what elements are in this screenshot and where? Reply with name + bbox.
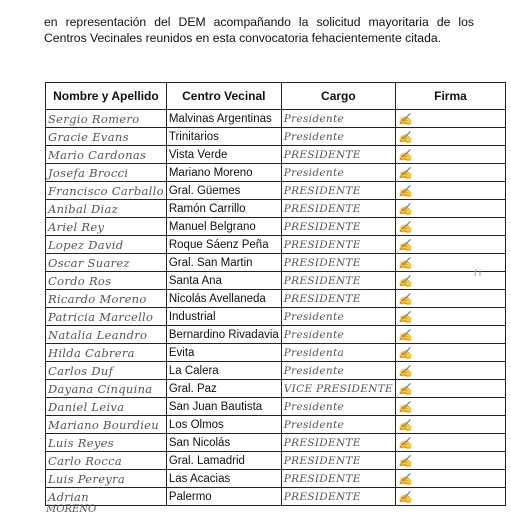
header-cargo: Cargo [281, 83, 395, 110]
name-cell: Patricia Marcello [46, 308, 167, 326]
name-cell: Luis Reyes [46, 434, 167, 452]
name-cell: Oscar Suarez [46, 254, 167, 272]
table-row [46, 488, 506, 506]
cargo-cell: PRESIDENTE [281, 488, 395, 506]
table-body [46, 110, 506, 506]
signature-cell: ✍ [395, 272, 505, 290]
signature-cell: ✍ [395, 434, 505, 452]
cargo-cell: VICE PRESIDENTE [281, 380, 395, 398]
centro-cell: Roque Sáenz Peña [166, 236, 281, 254]
name-cell: Gracie Evans [46, 128, 167, 146]
centro-cell: Trinitarios [166, 128, 281, 146]
signature-cell: ✍ [395, 110, 505, 128]
cargo-cell: PRESIDENTE [281, 254, 395, 272]
signature-cell: ✍ [395, 146, 505, 164]
table-row [46, 434, 506, 452]
cargo-cell: Presidente [281, 110, 395, 128]
signature-cell: ✍ [395, 290, 505, 308]
centro-cell: Gral. Güemes [166, 182, 281, 200]
name-cell: Mario Cardonas [46, 146, 167, 164]
centro-cell: Palermo [166, 488, 281, 506]
name-cell: Natalia Leandro [46, 326, 167, 344]
centro-cell: Santa Ana [166, 272, 281, 290]
table-row [46, 452, 506, 470]
signature-cell: ✍ [395, 398, 505, 416]
cargo-cell: Presidente [281, 164, 395, 182]
table-header-row [46, 83, 506, 110]
table-row [46, 308, 506, 326]
centro-cell: Bernardino Rivadavia [166, 326, 281, 344]
signature-cell: ✍ [395, 488, 505, 506]
table-row [46, 164, 506, 182]
cargo-cell: PRESIDENTE [281, 182, 395, 200]
name-cell: Ricardo Moreno [46, 290, 167, 308]
cargo-cell: PRESIDENTE [281, 452, 395, 470]
cargo-cell: PRESIDENTE [281, 146, 395, 164]
centro-cell: Vista Verde [166, 146, 281, 164]
signature-cell: ✍ [395, 470, 505, 488]
overflow-handwritten-name: MORENO [46, 504, 97, 515]
cargo-cell: Presidente [281, 362, 395, 380]
cargo-cell: Presidente [281, 416, 395, 434]
signature-cell: ✍ [395, 164, 505, 182]
name-cell: Lopez David [46, 236, 167, 254]
cargo-cell: Presidente [281, 128, 395, 146]
centro-cell: Ramón Carrillo [166, 200, 281, 218]
table-row [46, 200, 506, 218]
signature-table [45, 82, 506, 506]
name-cell: Anibal Diaz [46, 200, 167, 218]
centro-cell: Gral. Lamadrid [166, 452, 281, 470]
header-nombre: Nombre y Apellido [46, 83, 167, 110]
centro-cell: Evita [166, 344, 281, 362]
name-cell: Cordo Ros [46, 272, 167, 290]
table-row [46, 146, 506, 164]
name-cell: Hilda Cabrera [46, 344, 167, 362]
centro-cell: Los Olmos [166, 416, 281, 434]
name-cell: Francisco Carballo [46, 182, 167, 200]
name-cell: Ariel Rey [46, 218, 167, 236]
table-row [46, 290, 506, 308]
centro-cell: Manuel Belgrano [166, 218, 281, 236]
table-row [46, 362, 506, 380]
cargo-cell: Presidente [281, 398, 395, 416]
table-row [46, 470, 506, 488]
cargo-cell: PRESIDENTE [281, 218, 395, 236]
name-cell: Daniel Leiva [46, 398, 167, 416]
signature-cell: ✍ [395, 416, 505, 434]
centro-cell: Nicolás Avellaneda [166, 290, 281, 308]
table-row [46, 110, 506, 128]
table-row [46, 416, 506, 434]
cargo-cell: Presidenta [281, 344, 395, 362]
cargo-cell: PRESIDENTE [281, 236, 395, 254]
centro-cell: Mariano Moreno [166, 164, 281, 182]
signature-cell: ✍ [395, 128, 505, 146]
centro-cell: San Nicolás [166, 434, 281, 452]
signature-cell: ✍ [395, 218, 505, 236]
table-row [46, 344, 506, 362]
name-cell: Mariano Bourdieu [46, 416, 167, 434]
name-cell: Adrian [46, 488, 167, 506]
signature-cell: ✍ [395, 380, 505, 398]
cargo-cell: PRESIDENTE [281, 272, 395, 290]
name-cell: Carlos Duf [46, 362, 167, 380]
table-row [46, 128, 506, 146]
signature-cell: ✍ [395, 254, 505, 272]
cargo-cell: Presidente [281, 326, 395, 344]
centro-cell: Gral. San Martin [166, 254, 281, 272]
name-cell: Carlo Rocca [46, 452, 167, 470]
centro-cell: San Juan Bautista [166, 398, 281, 416]
name-cell: Luis Pereyra [46, 470, 167, 488]
intro-paragraph: en representación del DEM acompañando la solicitud mayoritaria de los Centros Vecinales reunidos en esta convocatoria fehacientemente citada. [44, 15, 474, 46]
table-row [46, 398, 506, 416]
cargo-cell: PRESIDENTE [281, 470, 395, 488]
centro-cell: Industrial [166, 308, 281, 326]
name-cell: Dayana Cinquina [46, 380, 167, 398]
cargo-cell: Presidente [281, 308, 395, 326]
signature-cell: ✍ [395, 308, 505, 326]
header-centro: Centro Vecinal [166, 83, 281, 110]
header-firma: Firma [395, 83, 505, 110]
name-cell: Sergio Romero [46, 110, 167, 128]
centro-cell: La Calera [166, 362, 281, 380]
centro-cell: Malvinas Argentinas [166, 110, 281, 128]
table-row [46, 380, 506, 398]
signature-cell: ✍ [395, 326, 505, 344]
cargo-cell: PRESIDENTE [281, 200, 395, 218]
table-row [46, 326, 506, 344]
signature-cell: ✍ [395, 200, 505, 218]
signature-cell: ✍ [395, 344, 505, 362]
signature-cell: ✍ [395, 452, 505, 470]
cargo-cell: PRESIDENTE [281, 434, 395, 452]
table-row [46, 218, 506, 236]
cargo-cell: PRESIDENTE [281, 290, 395, 308]
stray-mark: f i [474, 268, 482, 278]
table-row [46, 254, 506, 272]
signature-cell: ✍ [395, 182, 505, 200]
name-cell: Josefa Brocci [46, 164, 167, 182]
centro-cell: Las Acacias [166, 470, 281, 488]
table-row [46, 236, 506, 254]
table-row [46, 272, 506, 290]
signature-cell: ✍ [395, 236, 505, 254]
centro-cell: Gral. Paz [166, 380, 281, 398]
table-row [46, 182, 506, 200]
signature-cell: ✍ [395, 362, 505, 380]
